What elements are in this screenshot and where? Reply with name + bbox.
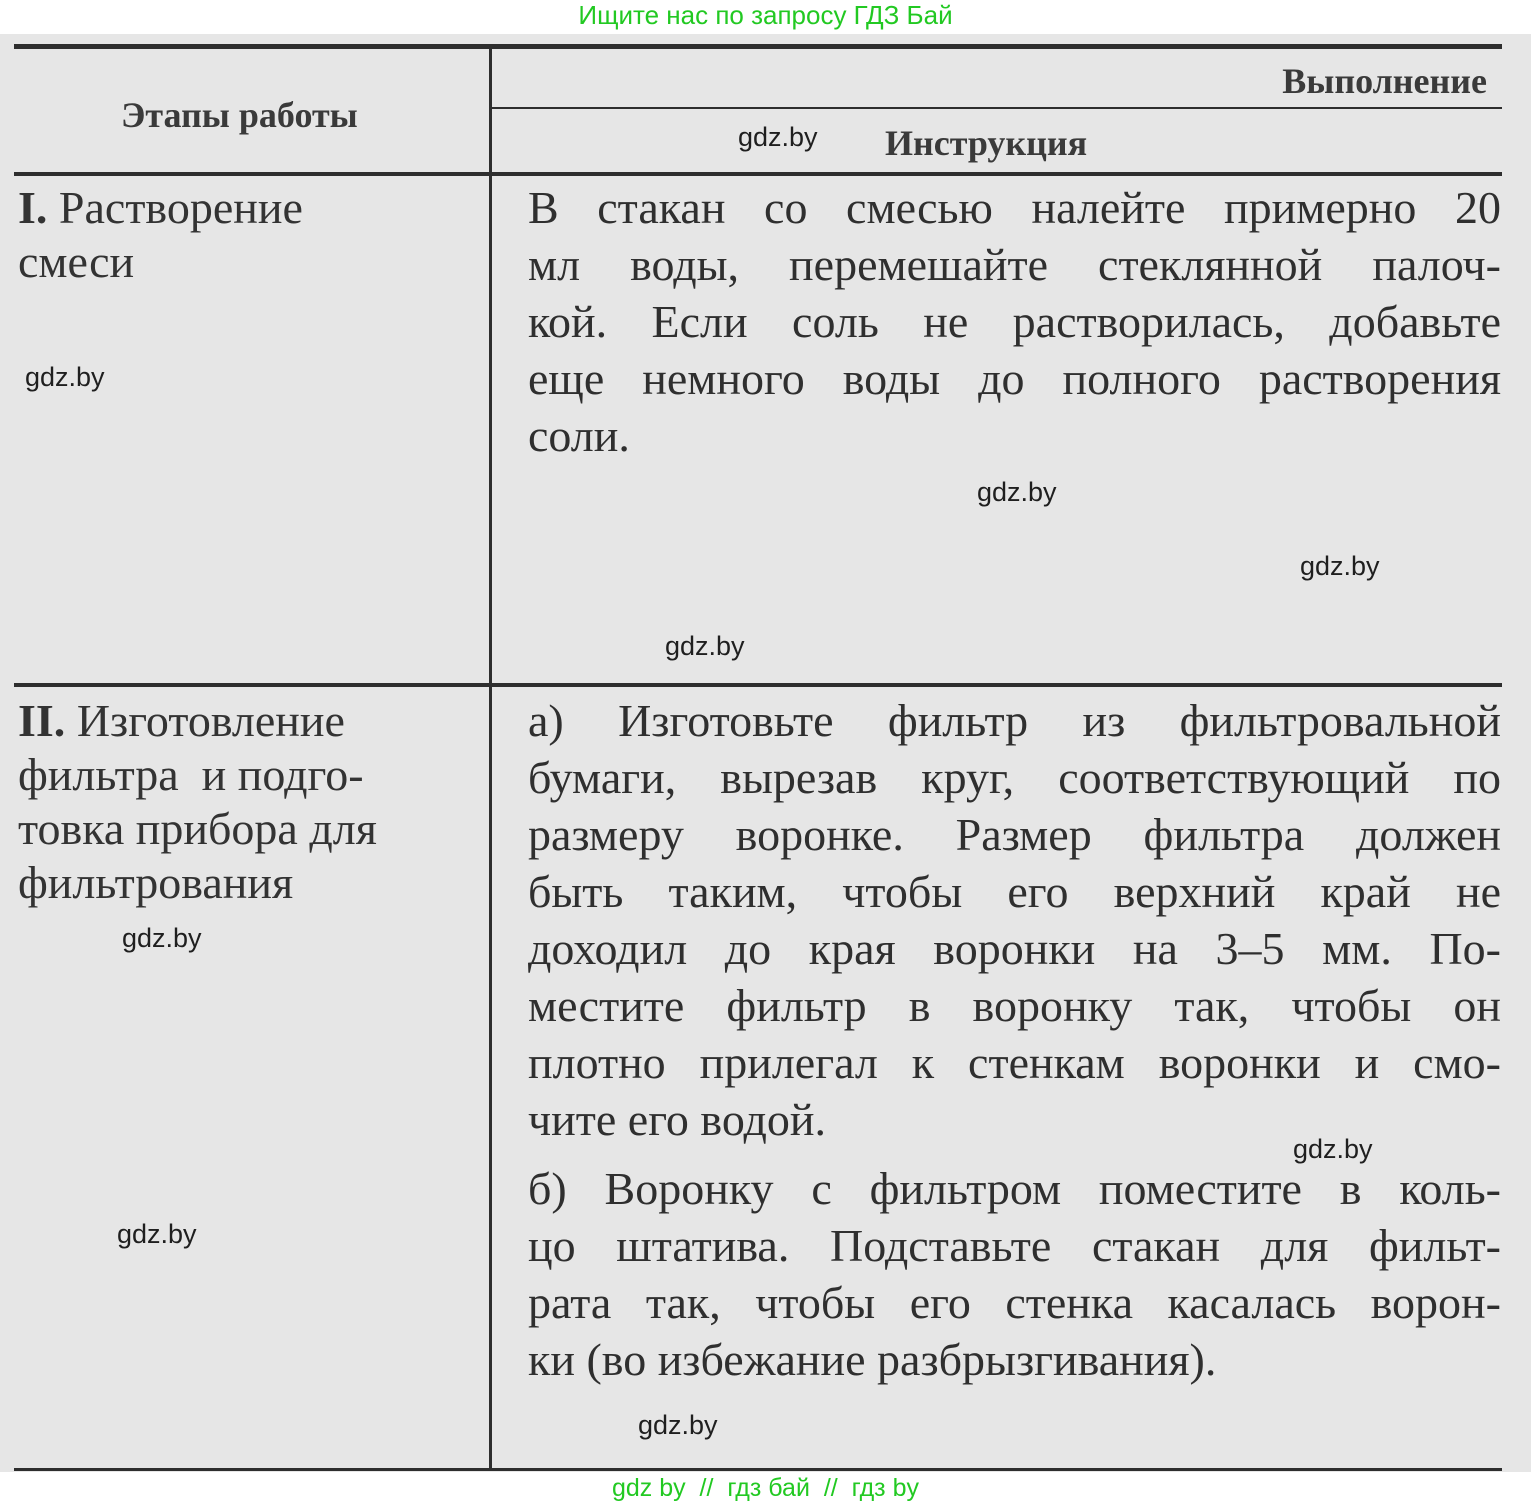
instruction-line: плотно прилегал к стенкам воронки и смо- [528,1037,1501,1088]
bottom-banner: gdz by // гдз бай // гдз by [0,1472,1531,1505]
instruction-line: мл воды, перемешайте стеклянной палоч- [528,239,1501,290]
stage-1-title-line: Растворение [47,182,303,233]
instruction-line: В стакан со смесью налейте примерно 20 [528,182,1501,233]
instruction-line: бумаги, вырезав круг, соответствующий по [528,752,1501,803]
instruction-line: рата так, чтобы его стенка касалась ворон- [528,1277,1501,1328]
watermark: gdz.by [122,923,202,953]
instruction-line: размеру воронке. Размер фильтра должен [528,809,1501,860]
table-top-rule [14,44,1502,49]
watermark: gdz.by [665,631,745,661]
instruction-line: местите фильтр в воронку так, чтобы он [528,980,1501,1031]
header-subrule [491,107,1502,109]
stage-2-title-line: фильтрования [18,857,294,908]
instruction-line: а) Изготовьте фильтр из фильтровальной [528,695,1501,746]
instruction-line: доходил до края воронки на 3–5 мм. По- [528,923,1501,974]
instruction-line: ки (во избежание разбрызгивания). [528,1334,1217,1385]
column-header-execution: Выполнение [1282,61,1487,101]
instruction-line: еще немного воды до полного растворения [528,353,1501,404]
instruction-line: б) Воронку с фильтром поместите в коль- [528,1163,1501,1214]
watermark: gdz.by [117,1219,197,1249]
stage-2-title-line: фильтра и подго- [18,749,364,800]
top-banner: Ищите нас по запросу ГДЗ Бай [0,0,1531,34]
row-divider-rule [14,683,1502,687]
instruction-line: кой. Если соль не растворилась, добавьте [528,296,1501,347]
watermark: gdz.by [977,477,1057,507]
watermark: gdz.by [1300,551,1380,581]
stage-2-instruction-part-b [528,1160,1501,1388]
column-divider [489,44,492,1471]
stage-1-title-line: смеси [18,236,135,287]
column-header-stages: Этапы работы [121,95,358,135]
column-subheader-instruction: Инструкция [885,123,1088,163]
stage-2-title-line: товка прибора для [18,803,377,854]
instruction-line: быть таким, чтобы его верхний край не [528,866,1501,917]
instruction-line: чите его водой. [528,1094,827,1145]
stage-2-title [18,694,377,910]
stage-2-number: II. [18,695,66,746]
instruction-line: цо штатива. Подставьте стакан для фильт- [528,1220,1501,1271]
header-bottom-rule [14,172,1502,176]
instruction-line: соли. [528,410,630,461]
stage-1-title [18,181,303,289]
stage-2-instruction [528,692,1501,1148]
watermark: gdz.by [638,1410,718,1440]
table-bottom-rule [14,1468,1502,1471]
watermark: gdz.by [25,362,105,392]
watermark: gdz.by [738,122,818,152]
watermark: gdz.by [1293,1134,1373,1164]
stage-1-number: I. [18,182,48,233]
stage-2-title-line: Изготовление [65,695,345,746]
stage-1-instruction [528,179,1501,464]
